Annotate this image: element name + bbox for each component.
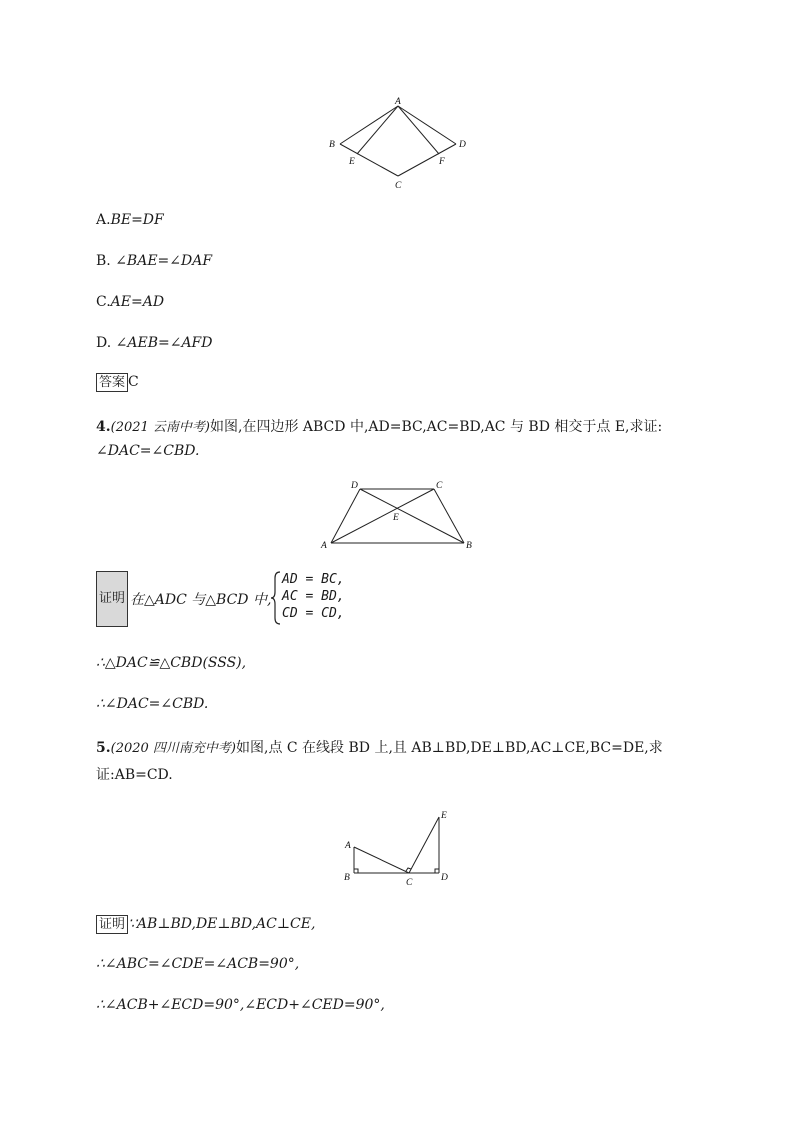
proof4-conditions [282, 571, 345, 622]
proof4-condition-1: AD = BC, [282, 572, 345, 587]
figure-kite-svg [320, 92, 470, 192]
proof5-step1-text: ∴∠ABC=∠CDE=∠ACB=90°, [96, 956, 300, 972]
q5-source: (2020 四川南充中考) [110, 741, 236, 756]
option-d [96, 335, 213, 351]
q4-line1 [96, 416, 662, 436]
answer-tag: 答案 [96, 373, 128, 392]
option-c-letter: C. [96, 294, 111, 310]
option-b [96, 253, 212, 269]
label-d: D [459, 140, 466, 150]
proof5-intro: ∵AB⊥BD,DE⊥BD,AC⊥CE, [128, 916, 316, 932]
q5-number: 5. [96, 740, 111, 756]
q5-text-2: 证:AB=CD. [96, 767, 173, 783]
q4-text-1: 如图,在四边形 ABCD 中,AD=BC,AC=BD,AC 与 BD 相交于点 E,求证: [210, 419, 663, 435]
quad-diagonal-ac [331, 489, 434, 543]
right-angle-b [354, 869, 358, 873]
figure-right-triangles-svg [338, 805, 458, 887]
label-e: E [349, 157, 355, 167]
label-a: A [321, 541, 327, 551]
label-e: E [441, 811, 447, 821]
proof4-condition-3: CD = CD, [282, 606, 345, 621]
kite-side-ab [340, 106, 398, 144]
kite-segment-af [398, 106, 439, 154]
figure-right-triangles [338, 805, 458, 887]
label-d: D [441, 873, 448, 883]
label-a: A [345, 841, 351, 851]
option-d-text: ∠AEB=∠AFD [115, 335, 213, 351]
figure-kite [320, 92, 470, 192]
label-a: A [395, 97, 401, 107]
label-c: C [406, 878, 413, 887]
q5-line1 [96, 737, 663, 757]
proof4-step1-text: ∴△DAC≌△CBD(SSS), [96, 655, 247, 671]
proof5-line0 [96, 915, 315, 934]
q4-source: (2021 云南中考) [110, 420, 210, 435]
label-b: B [329, 140, 335, 150]
option-b-letter: B. [96, 253, 111, 269]
proof4-tag-box [96, 571, 128, 627]
proof4-step2-text: ∴∠DAC=∠CBD. [96, 696, 209, 712]
segment-ac [354, 847, 409, 873]
option-a-text: BE=DF [110, 212, 164, 228]
q4-line2 [96, 443, 199, 459]
label-d: D [351, 481, 358, 491]
segment-ce [409, 817, 439, 873]
proof4-intro [130, 589, 271, 609]
q5-line2 [96, 764, 173, 784]
option-a [96, 212, 164, 228]
proof5-step2-text: ∴∠ACB+∠ECD=90°,∠ECD+∠CED=90°, [96, 997, 385, 1013]
proof4-step1 [96, 655, 246, 671]
proof5-step1 [96, 956, 299, 972]
answer-value: C [128, 374, 139, 390]
label-f: F [439, 157, 445, 167]
kite-segment-ae [357, 106, 398, 154]
q4-text-2: ∠DAC=∠CBD. [96, 443, 200, 459]
option-d-letter: D. [96, 335, 112, 351]
q4-number: 4. [96, 419, 111, 435]
label-c: C [436, 481, 443, 491]
proof5-step2 [96, 997, 385, 1013]
proof4-condition-2: AC = BD, [282, 589, 345, 604]
proof4-tag: 证明 [96, 571, 128, 627]
proof4-step2 [96, 696, 208, 712]
figure-quadrilateral-svg [318, 478, 478, 553]
proof5-tag: 证明 [96, 915, 128, 934]
label-b: B [344, 873, 350, 883]
option-b-text: ∠BAE=∠DAF [115, 253, 213, 269]
option-a-letter: A. [96, 212, 111, 228]
q5-text-1: 如图,点 C 在线段 BD 上,且 AB⊥BD,DE⊥BD,AC⊥CE,BC=DE,求 [236, 740, 663, 756]
kite-side-dc [398, 144, 456, 176]
figure-quadrilateral [318, 478, 478, 553]
label-e: E [393, 513, 399, 523]
option-c [96, 294, 164, 310]
label-b: B [466, 541, 472, 551]
brace-icon [270, 570, 282, 626]
proof4-brace [270, 570, 282, 626]
right-angle-d [435, 869, 439, 873]
label-c: C [395, 181, 402, 191]
proof4-intro-text: 在△ADC 与△BCD 中, [130, 592, 272, 608]
kite-side-ad [398, 106, 456, 144]
option-c-text: AE=AD [110, 294, 165, 310]
quad-diagonal-bd [360, 489, 464, 543]
answer-line [96, 373, 139, 392]
